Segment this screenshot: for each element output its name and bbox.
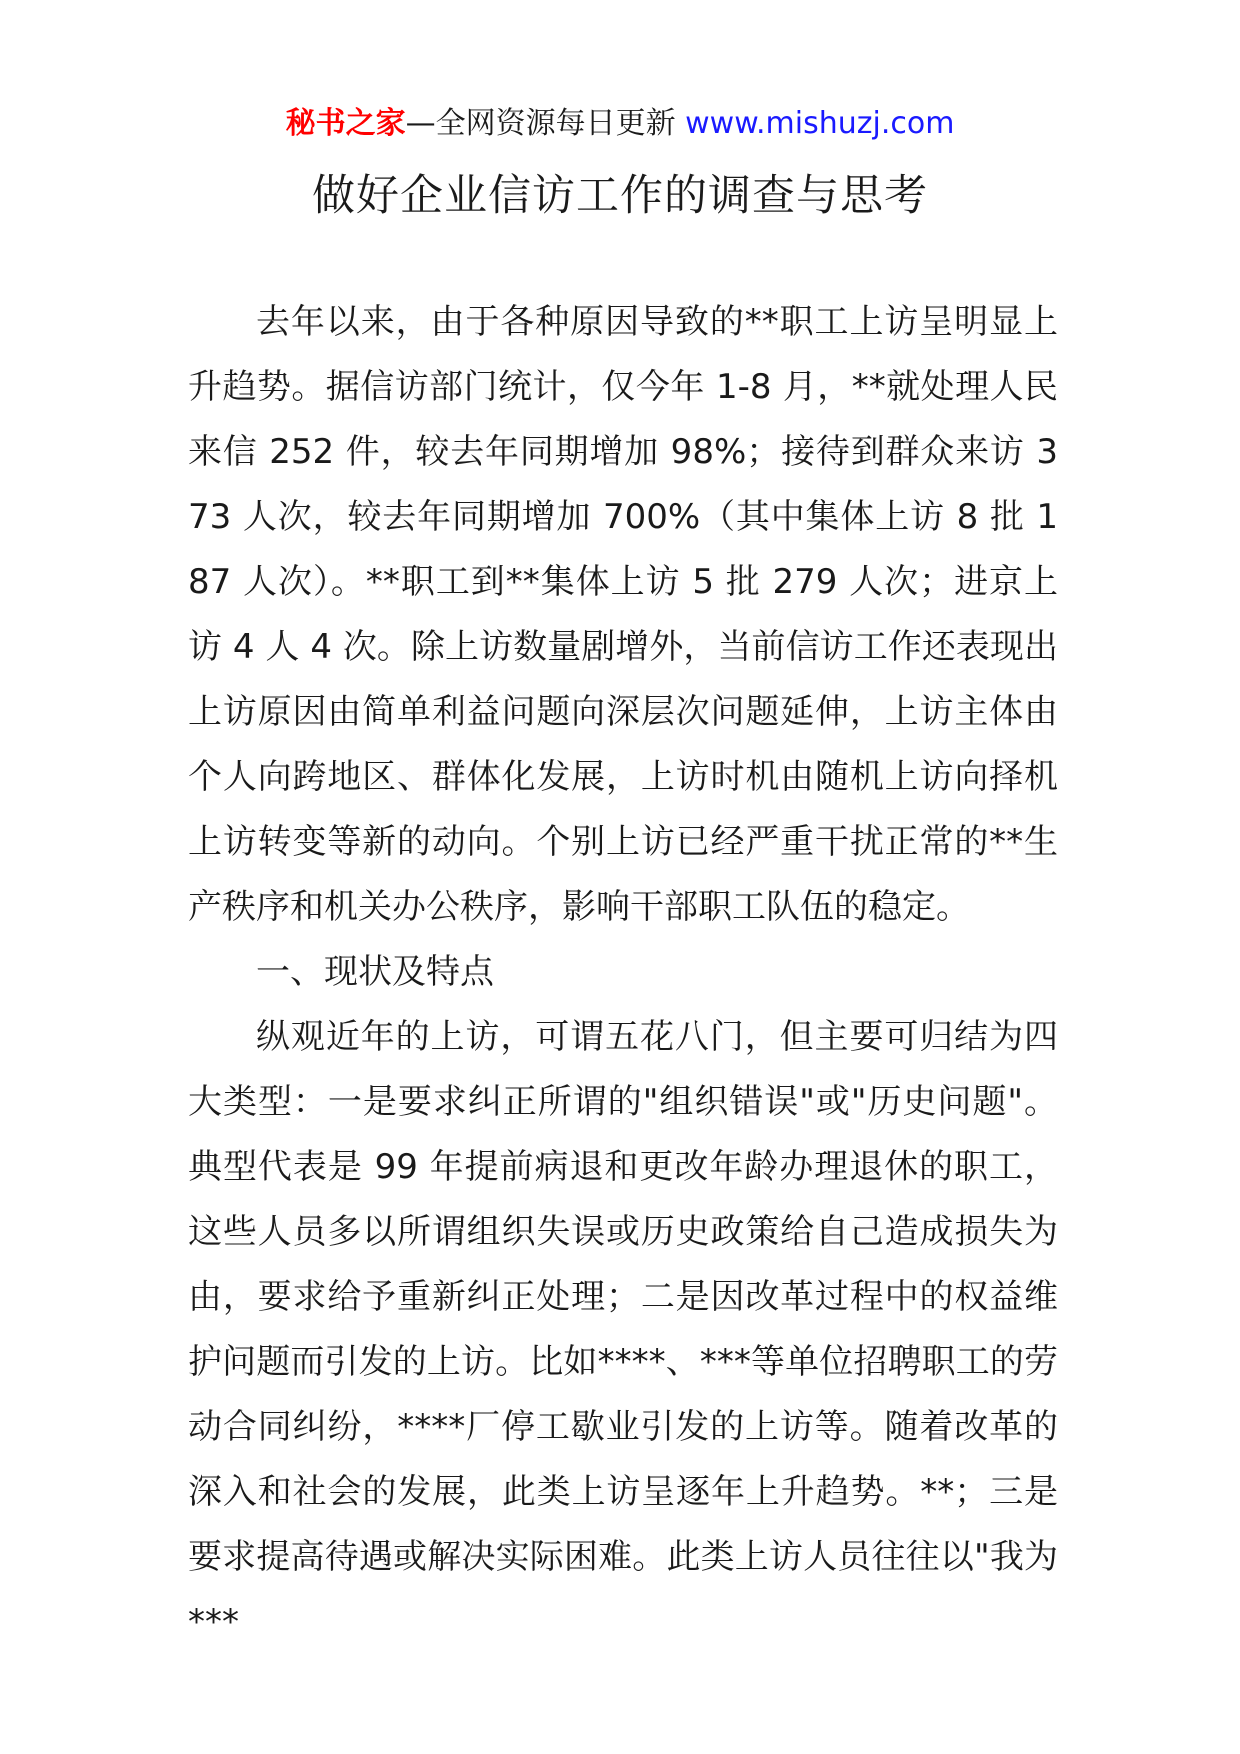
site-url-link[interactable]: www.mishuzj.com xyxy=(685,106,955,141)
site-slogan: —全网资源每日更新 xyxy=(405,106,676,141)
document-body xyxy=(188,290,1058,1655)
paragraph-intro: 去年以来，由于各种原因导致的**职工上访呈明显上升趋势。据信访部门统计，仅今年 1-8 月，**就处理人民来信 252 件，较去年同期增加 98%；接待到群众来访 373 人次，较去年同期增加 700%（其中集体上访 8 批 187 人次）。**职工到**集体上访 5 批 279 人次；进京上访 4 人 4 次。除上访数量剧增外，当前信访工作还表现出上访原因由简单利益问题向深层次问题延伸，上访主体由个人向跨地区、群体化发展，上访时机由随机上访向择机上访转变等新的动向。个别上访已经严重干扰正常的**生产秩序和机关办公秩序，影响干部职工队伍的稳定。 xyxy=(188,302,1058,927)
brand-name: 秘书之家 xyxy=(285,106,406,141)
document-title: 做好企业信访工作的调查与思考 xyxy=(312,171,928,221)
site-header xyxy=(0,104,1240,144)
section-heading: 一、现状及特点 xyxy=(256,952,494,992)
paragraph-types: 纵观近年的上访，可谓五花八门，但主要可归结为四大类型：一是要求纠正所谓的"组织错误"或"历史问题"。典型代表是 99 年提前病退和更改年龄办理退休的职工，这些人员多以所谓组织失误或历史政策给自己造成损失为由，要求给予重新纠正处理；二是因改革过程中的权益维护问题而引发的上访。比如****、***等单位招聘职工的劳动合同纠纷，****厂停工歇业引发的上访等。随着改革的深入和社会的发展，此类上访呈逐年上升趋势。**；三是要求提高待遇或解决实际困难。此类上访人员往往以"我为*** xyxy=(188,1017,1058,1642)
